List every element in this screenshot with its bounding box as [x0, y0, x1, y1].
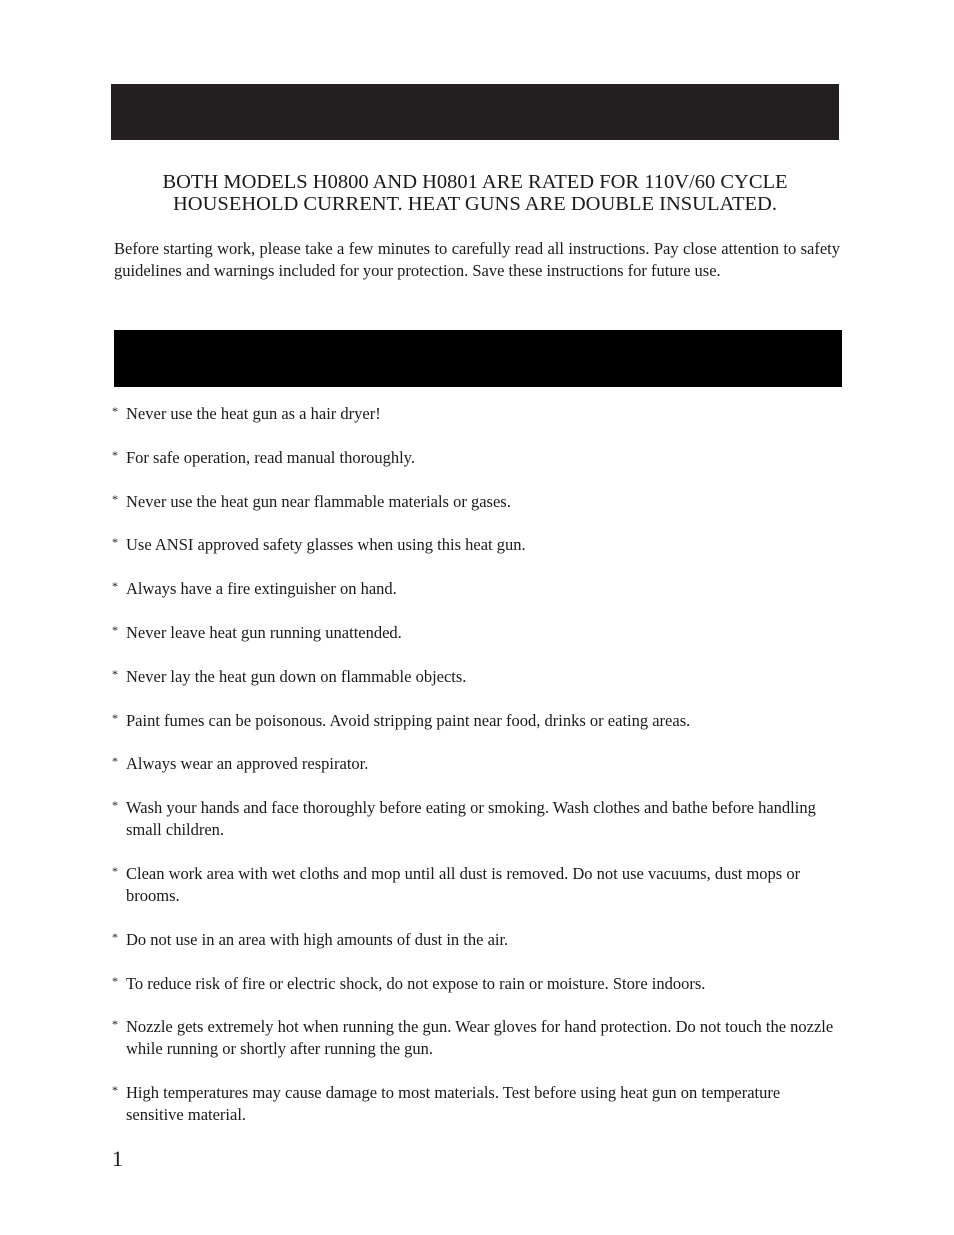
bullet: * [112, 1083, 118, 1098]
list-item [112, 797, 842, 841]
bullet: * [112, 447, 118, 462]
list-item [112, 973, 842, 995]
rule-text: Never use the heat gun as a hair dryer! [126, 404, 381, 423]
bullet: * [112, 579, 118, 594]
header-banner [111, 84, 839, 140]
bullet: * [112, 710, 118, 725]
rule-text: Always have a fire extinguisher on hand. [126, 579, 397, 599]
bullet: * [112, 535, 118, 550]
list-item [112, 1016, 842, 1060]
rule-text: Never use the heat gun near flammable materials or gases. [126, 491, 511, 511]
list-item [112, 447, 842, 469]
rule-text: Use ANSI approved safety glasses when using this heat gun. [126, 535, 526, 555]
list-item [112, 863, 842, 907]
bullet: * [112, 798, 118, 813]
list-item [112, 710, 842, 732]
rule-text: Clean work area with wet cloths and mop until all dust is removed. Do not use vacuums, dust mops or brooms. [126, 863, 801, 905]
safety-rules-list [112, 403, 842, 1148]
page-number: 1 [112, 1146, 123, 1171]
list-item [112, 491, 842, 513]
list-item [112, 622, 842, 644]
rule-text: Nozzle gets extremely hot when running the gun. Wear gloves for hand protection. Do not touch the nozzle while running or shortly after running the gun. [126, 1017, 834, 1059]
bullet: * [112, 622, 118, 637]
list-item [112, 534, 842, 556]
bullet: * [112, 863, 118, 878]
bullet: * [112, 404, 118, 418]
safety-rules-banner [114, 330, 842, 387]
list-item [112, 578, 842, 600]
list-item [112, 929, 842, 951]
rule-text: Never leave heat gun running unattended. [126, 622, 402, 642]
bullet: * [112, 1017, 118, 1032]
rule-text: Never lay the heat gun down on flammable objects. [126, 666, 467, 686]
bullet: * [112, 973, 118, 988]
rule-text: Wash your hands and face thoroughly before eating or smoking. Wash clothes and bathe before handling small children. [126, 798, 816, 840]
rating-statement: BOTH MODELS H0800 AND H0801 ARE RATED FOR 110V/60 CYCLE HOUSEHOLD CURRENT. HEAT GUNS ARE DOUBLE INSULATED. [162, 171, 788, 215]
bullet: * [112, 491, 118, 506]
list-item [112, 753, 842, 775]
bullet: * [112, 754, 118, 769]
rule-text: To reduce risk of fire or electric shock, do not expose to rain or moisture. Store indoors. [126, 973, 706, 993]
rule-text: Paint fumes can be poisonous. Avoid stripping paint near food, drinks or eating areas. [126, 710, 691, 730]
intro-paragraph: Before starting work, please take a few minutes to carefully read all instructions. Pay close attention to safety guidelines and warnings included for your protection. Save these instructions for future use. [114, 239, 840, 280]
bullet: * [112, 929, 118, 944]
rule-text: Always wear an approved respirator. [126, 754, 369, 774]
rule-text: High temperatures may cause damage to most materials. Test before using heat gun on temperature sensitive material. [126, 1083, 781, 1125]
rule-text: For safe operation, read manual thoroughly. [126, 447, 415, 467]
bullet: * [112, 666, 118, 681]
list-item [112, 403, 842, 425]
list-item [112, 1082, 842, 1126]
list-item [112, 666, 842, 688]
rule-text: Do not use in an area with high amounts of dust in the air. [126, 929, 509, 949]
